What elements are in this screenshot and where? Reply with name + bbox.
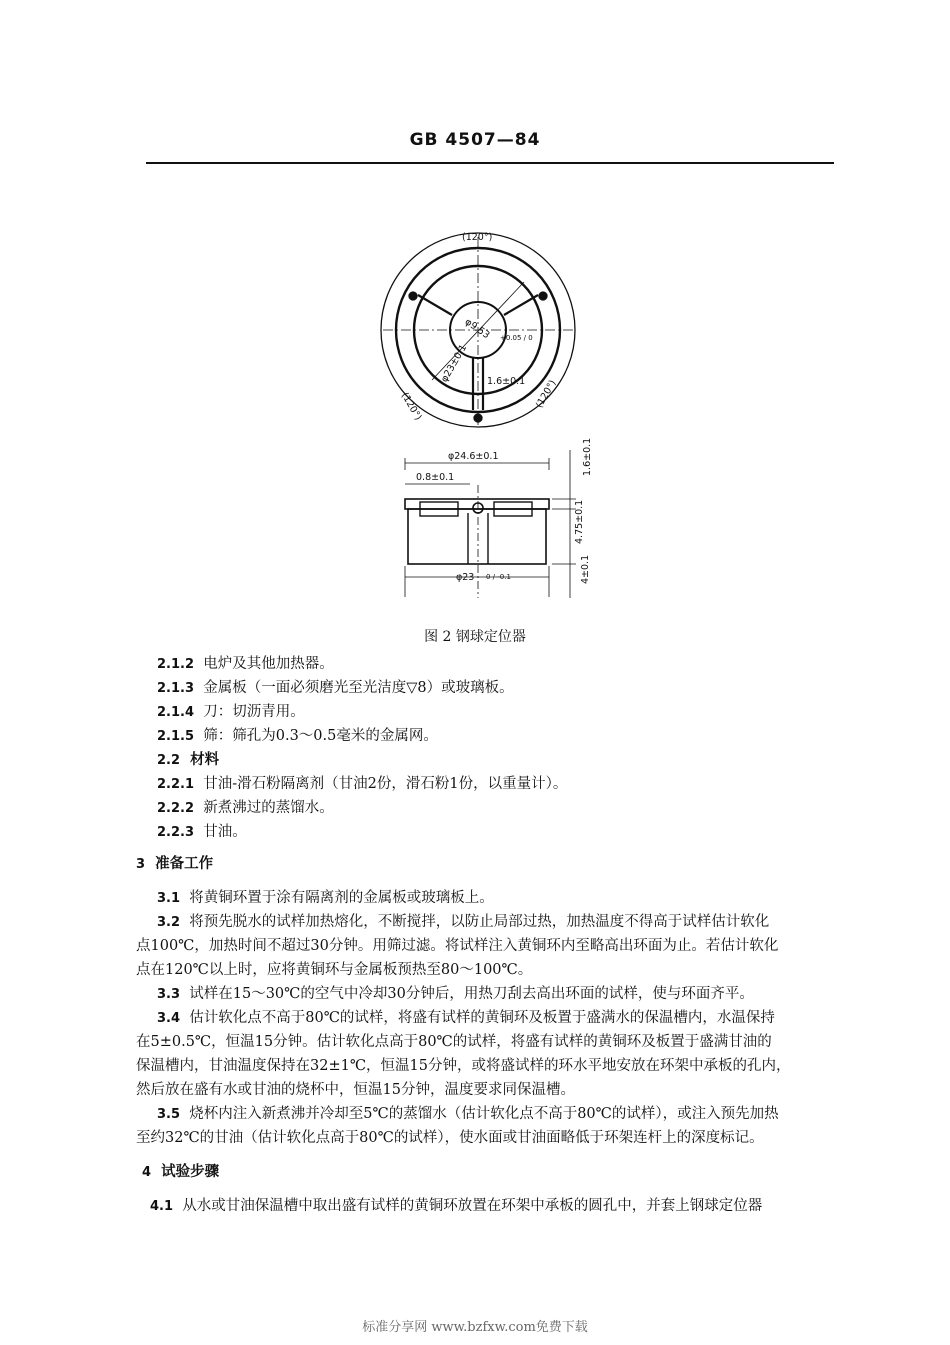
angle-left-label: (120°) bbox=[398, 390, 424, 423]
top-height-label: 1.6±0.1 bbox=[582, 437, 593, 476]
item-2-1-2: 2.1.2 电炉及其他加热器。 bbox=[157, 656, 334, 672]
rim-label: 0.8±0.1 bbox=[416, 472, 455, 483]
bar-width-label: 1.6±0.1 bbox=[487, 376, 526, 387]
item-3-1: 3.1 将黄铜环置于涂有隔离剂的金属板或玻璃板上。 bbox=[157, 890, 494, 906]
item-2-1-5: 2.1.5 筛：筛孔为0.3～0.5毫米的金属网。 bbox=[157, 728, 438, 744]
item-4-1: 4.1 从水或甘油保温槽中取出盛有试样的黄铜环放置在环架中承板的圆孔中，并套上钢球定位器 bbox=[150, 1198, 763, 1214]
header-rule bbox=[146, 162, 834, 164]
figure-caption: 图 2 钢球定位器 bbox=[424, 629, 526, 645]
inner-tolerance-label: +0.05 / 0 bbox=[500, 334, 533, 342]
item-3-5: 3.5 烧杯内注入新煮沸并冷却至5℃的蒸馏水（估计软化点不高于80℃的试样），或注入预先加热 bbox=[157, 1106, 779, 1122]
item-2-2-2: 2.2.2 新煮沸过的蒸馏水。 bbox=[157, 800, 334, 816]
item-2-2-1: 2.2.1 甘油-滑石粉隔离剂（甘油2份，滑石粉1份，以重量计）。 bbox=[157, 776, 568, 792]
item-3-2: 3.2 将预先脱水的试样加热熔化，不断搅拌，以防止局部过热，加热温度不得高于试样估计软化 bbox=[157, 914, 770, 930]
outer-diameter-label: φ23±0.1 bbox=[439, 342, 470, 385]
item-2-1-4: 2.1.4 刀：切沥青用。 bbox=[157, 704, 305, 720]
base-height-label: 4±0.1 bbox=[580, 554, 591, 584]
item-3-5-line-2: 至约32℃的甘油（估计软化点高于80℃的试样），使水面或甘油面略低于环架连杆上的深度标记。 bbox=[136, 1130, 764, 1146]
item-2-1-3: 2.1.3 金属板（一面必须磨光至光洁度▽8）或玻璃板。 bbox=[157, 680, 514, 696]
document-code: GB 4507—84 bbox=[409, 130, 541, 150]
item-3-2-line-3: 点在120℃以上时，应将黄铜环与金属板预热至80～100℃。 bbox=[136, 962, 533, 978]
item-3-4-line-4: 然后放在盛有水或甘油的烧杯中，恒温15分钟，温度要求同保温槽。 bbox=[136, 1082, 575, 1098]
item-3-4-line-3: 保温槽内，甘油温度保持在32±1℃，恒温15分钟，或将盛试样的环水平地安放在环架中承板的孔内， bbox=[136, 1058, 791, 1074]
item-3-3: 3.3 试样在15～30℃的空气中冷却30分钟后，用热刀刮去高出环面的试样，使与环面齐平。 bbox=[157, 986, 754, 1002]
angle-right-label: (120°) bbox=[533, 378, 559, 411]
angle-top-label: (120°) bbox=[462, 232, 493, 243]
inner-diameter-label: φ9.53 bbox=[462, 316, 492, 342]
steel-ball-locator-figure bbox=[360, 220, 600, 620]
bottom-tolerance-label: 0 / -0.1 bbox=[486, 573, 511, 581]
item-3-4: 3.4 估计软化点不高于80℃的试样，将盛有试样的黄铜环及板置于盛满水的保温槽内，水温保持 bbox=[157, 1010, 775, 1026]
item-3-2-line-2: 点100℃，加热时间不超过30分钟。用筛过滤。将试样注入黄铜环内至略高出环面为止。若估计软化 bbox=[136, 938, 779, 954]
item-3-4-line-2: 在5±0.5℃，恒温15分钟。估计软化点高于80℃的试样，将盛有试样的黄铜环及板置于盛满甘油的 bbox=[136, 1034, 772, 1050]
heading-4: 4 试验步骤 bbox=[142, 1163, 220, 1180]
page-footer: 标准分享网 www.bzfxw.com免费下载 bbox=[362, 1320, 588, 1335]
bottom-diameter-label: φ23 bbox=[456, 572, 475, 583]
heading-3: 3 准备工作 bbox=[136, 855, 214, 872]
overall-diameter-label: φ24.6±0.1 bbox=[448, 451, 499, 462]
item-2-2-3: 2.2.3 甘油。 bbox=[157, 824, 247, 840]
height-label: 4.75±0.1 bbox=[574, 499, 585, 544]
heading-2-2: 2.2 材料 bbox=[157, 751, 220, 768]
